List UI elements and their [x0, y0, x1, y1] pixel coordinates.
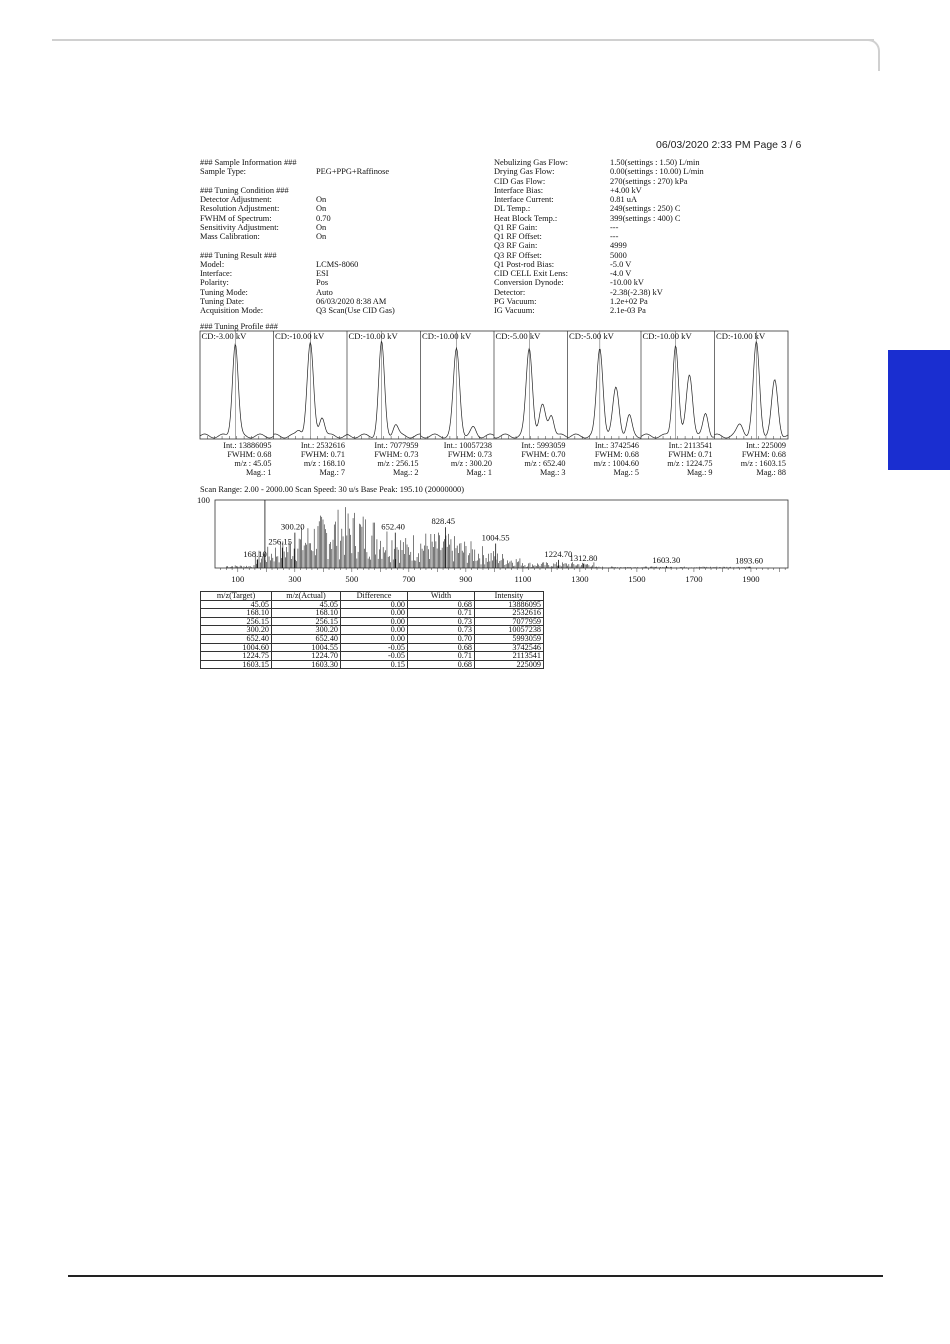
instrument-info-label: IG Vacuum: — [494, 306, 535, 315]
profile-panel-6 — [568, 331, 642, 439]
table-cell: 1004.55 — [272, 643, 341, 652]
profile-panel-3 — [347, 331, 421, 439]
instrument-info-label: Q3 RF Gain: — [494, 241, 538, 251]
table-cell: 5993059 — [475, 634, 544, 643]
profile-mz: m/z : 300.20 — [450, 458, 492, 468]
table-cell: 3742546 — [475, 643, 544, 652]
profile-trace — [494, 349, 568, 438]
tuning-profile-heading: ### Tuning Profile ### — [200, 322, 278, 331]
table-cell: 168.10 — [272, 609, 341, 618]
profile-mz: m/z : 1224.75 — [667, 458, 713, 468]
peak-label: 828.45 — [431, 516, 456, 527]
instrument-info-value: 4999 — [610, 241, 627, 251]
peak-label: 652.40 — [381, 521, 405, 532]
x-tick-label: 1900 — [742, 574, 760, 584]
peak-label: 1004.55 — [481, 532, 510, 543]
instrument-info-value: -2.38(-2.38) kV — [610, 287, 663, 297]
profile-mag: Mag.: 7 — [319, 467, 345, 477]
instrument-info-label: Heat Block Temp.: — [494, 213, 558, 223]
sample-info-label: Mass Calibration: — [200, 232, 260, 241]
sample-info-value: Q3 Scan(Use CID Gas) — [316, 306, 395, 315]
table-cell: 10057238 — [475, 626, 544, 635]
instrument-info-value: 0.81 uA — [610, 195, 637, 204]
instrument-info-block — [494, 158, 784, 318]
mass-spectrum-chart — [196, 494, 796, 586]
profile-fwhm: FWHM: 0.71 — [300, 449, 345, 459]
instrument-info-label: Q1 RF Gain: — [494, 222, 538, 232]
table-cell: 0.68 — [408, 600, 475, 609]
profile-mag: Mag.: 9 — [687, 467, 713, 477]
sample-info-label: Tuning Mode: — [200, 287, 248, 297]
instrument-info-label: Q3 RF Offset: — [494, 250, 542, 260]
profile-mz: m/z : 168.10 — [303, 458, 345, 468]
profile-trace — [347, 342, 421, 438]
page-bottom-rule — [68, 1275, 883, 1277]
table-cell: 2113541 — [475, 652, 544, 661]
table-header-cell: m/z(Actual) — [272, 592, 341, 601]
instrument-info-label: DL Temp.: — [494, 204, 531, 214]
instrument-info-label: Interface Bias: — [494, 185, 544, 195]
x-tick-label: 700 — [402, 574, 416, 584]
profile-int: Int.: 10057238 — [443, 441, 492, 450]
table-cell: 2532616 — [475, 609, 544, 618]
table-cell: 0.73 — [408, 617, 475, 626]
table-cell: 168.10 — [201, 609, 272, 618]
instrument-info-value: 2.1e-03 Pa — [610, 306, 646, 315]
y-tick-label: 100 — [197, 495, 210, 505]
profile-cd-label: CD:-5.00 kV — [569, 331, 614, 341]
profile-fwhm: FWHM: 0.68 — [594, 449, 639, 459]
peak-label: 256.15 — [268, 536, 292, 547]
profile-panel-1 — [200, 331, 274, 439]
table-cell: 652.40 — [201, 634, 272, 643]
profile-mag: Mag.: 3 — [540, 467, 566, 477]
profile-stats-6 — [568, 442, 640, 478]
table-header-cell: Width — [408, 592, 475, 601]
sample-info-label: Acquisition Mode: — [200, 306, 264, 315]
table-cell: 256.15 — [272, 617, 341, 626]
profile-panel-8 — [715, 331, 789, 439]
table-cell: 0.00 — [341, 617, 408, 626]
profile-mz: m/z : 256.15 — [377, 458, 419, 468]
table-header-cell: m/z(Target) — [201, 592, 272, 601]
peak-label: 1893.60 — [735, 555, 764, 566]
table-cell: 652.40 — [272, 634, 341, 643]
profile-cd-label: CD:-10.00 kV — [642, 331, 692, 341]
table-cell: 0.71 — [408, 609, 475, 618]
table-cell: 1224.70 — [272, 652, 341, 661]
instrument-info-label: Q1 Post-rod Bias: — [494, 259, 555, 269]
calibration-table — [200, 591, 544, 669]
table-cell: 225009 — [475, 660, 544, 669]
profile-int: Int.: 225009 — [745, 441, 786, 450]
table-cell: 0.00 — [341, 600, 408, 609]
profile-stats-7 — [641, 442, 713, 478]
page-date-and-number: 06/03/2020 2:33 PM Page 3 / 6 — [656, 139, 802, 151]
x-tick-label: 300 — [288, 574, 302, 584]
profile-trace — [200, 344, 274, 438]
profile-cd-label: CD:-10.00 kV — [275, 331, 325, 341]
profile-fwhm: FWHM: 0.73 — [447, 449, 492, 459]
profile-trace — [421, 348, 495, 438]
sample-info-value: On — [316, 232, 327, 241]
profile-fwhm: FWHM: 0.70 — [521, 449, 566, 459]
profile-panel-2 — [274, 331, 348, 439]
instrument-info-value: 5000 — [610, 250, 627, 260]
profile-panel-5 — [494, 331, 568, 439]
x-tick-label: 500 — [345, 574, 359, 584]
sample-info-value: LCMS-8060 — [316, 259, 359, 269]
x-tick-label: 1700 — [685, 574, 703, 584]
profile-trace — [641, 346, 715, 438]
profile-fwhm: FWHM: 0.71 — [668, 449, 713, 459]
sample-info-value: 0.70 — [316, 213, 331, 223]
instrument-info-value: +4.00 kV — [610, 185, 642, 195]
peak-label: 1224.70 — [544, 548, 573, 559]
instrument-info-value: 249(settings : 250) C — [610, 204, 681, 214]
page-top-corner — [860, 39, 880, 71]
table-cell: 300.20 — [272, 626, 341, 635]
table-header-row — [201, 592, 544, 601]
profile-mag: Mag.: 1 — [466, 467, 492, 477]
page-top-border — [52, 39, 874, 41]
profile-int: Int.: 5993059 — [521, 441, 566, 450]
profile-int: Int.: 13886095 — [223, 441, 272, 450]
profile-stats-5 — [494, 442, 566, 478]
profile-fwhm: FWHM: 0.73 — [374, 449, 419, 459]
instrument-info-value: 1.2e+02 Pa — [610, 296, 648, 306]
profile-mag: Mag.: 5 — [613, 467, 639, 477]
table-cell: -0.05 — [341, 652, 408, 661]
profile-mz: m/z : 45.05 — [234, 458, 272, 468]
profile-fwhm: FWHM: 0.68 — [227, 449, 272, 459]
sample-info-value: 06/03/2020 8:38 AM — [316, 296, 387, 306]
table-cell: 1004.60 — [201, 643, 272, 652]
peak-label: 168.10 — [243, 548, 267, 559]
instrument-info-value: 1.50(settings : 1.50) L/min — [610, 158, 700, 167]
table-cell: 1224.75 — [201, 652, 272, 661]
profile-int: Int.: 7077959 — [374, 441, 419, 450]
instrument-info-value: -5.0 V — [610, 259, 632, 269]
table-row — [201, 634, 544, 643]
table-cell: 0.73 — [408, 626, 475, 635]
sample-info-label: ### Tuning Condition ### — [200, 185, 289, 195]
table-cell: 256.15 — [201, 617, 272, 626]
instrument-info-label: CID CELL Exit Lens: — [494, 269, 568, 278]
profile-panel-7 — [641, 331, 715, 439]
table-cell: 0.00 — [341, 609, 408, 618]
x-tick-label: 1500 — [628, 574, 646, 584]
x-tick-label: 900 — [459, 574, 473, 584]
table-cell: 0.68 — [408, 660, 475, 669]
table-cell: 45.05 — [201, 600, 272, 609]
sample-info-value: On — [316, 222, 327, 232]
table-row — [201, 609, 544, 618]
profile-trace — [568, 349, 642, 438]
profile-cd-label: CD:-5.00 kV — [495, 331, 541, 341]
sample-info-label: Detector Adjustment: — [200, 195, 272, 204]
table-cell: 0.70 — [408, 634, 475, 643]
instrument-info-label: Conversion Dynode: — [494, 278, 564, 288]
sample-info-label: Model: — [200, 259, 225, 269]
instrument-info-label: CID Gas Flow: — [494, 176, 546, 186]
instrument-info-label: Detector: — [494, 287, 526, 297]
instrument-info-value: 399(settings : 400) C — [610, 213, 681, 223]
table-cell: 1603.15 — [201, 660, 272, 669]
sample-info-block — [200, 158, 480, 318]
profile-mz: m/z : 1004.60 — [593, 458, 639, 468]
sample-info-label: Interface: — [200, 269, 233, 278]
profile-int: Int.: 2113541 — [668, 441, 713, 450]
profile-mz: m/z : 652.40 — [524, 458, 566, 468]
profile-stats-3 — [347, 442, 419, 478]
profile-mag: Mag.: 2 — [393, 467, 419, 477]
instrument-info-value: -4.0 V — [610, 269, 632, 278]
profile-mz: m/z : 1603.15 — [740, 458, 786, 468]
profile-stats-1 — [200, 442, 272, 478]
x-tick-label: 1100 — [514, 574, 532, 584]
profile-int: Int.: 2532616 — [300, 441, 345, 450]
table-row — [201, 660, 544, 669]
table-cell: 45.05 — [272, 600, 341, 609]
table-cell: -0.05 — [341, 643, 408, 652]
instrument-info-value: --- — [610, 232, 619, 241]
sample-info-value: Auto — [316, 287, 333, 297]
sample-info-value: Pos — [316, 278, 329, 288]
table-cell: 13886095 — [475, 600, 544, 609]
profile-cd-label: CD:-10.00 kV — [716, 331, 766, 341]
profile-stats-4 — [421, 442, 493, 478]
tuning-profile-chart — [199, 330, 791, 440]
sample-info-label: ### Sample Information ### — [200, 158, 297, 167]
sample-info-label: Sensitivity Adjustment: — [200, 222, 279, 232]
instrument-info-value: 0.00(settings : 10.00) L/min — [610, 167, 704, 177]
instrument-info-label: Q1 RF Offset: — [494, 232, 542, 241]
scan-info: Scan Range: 2.00 - 2000.00 Scan Speed: 30 u/s Base Peak: 195.10 (20000000) — [200, 485, 465, 494]
sample-info-value: On — [316, 204, 327, 214]
sample-info-label: FWHM of Spectrum: — [200, 213, 272, 223]
table-cell: 0.71 — [408, 652, 475, 661]
section-tab-marker — [888, 350, 950, 470]
instrument-info-value: -10.00 kV — [610, 278, 644, 288]
x-tick-label: 1300 — [571, 574, 589, 584]
profile-cd-label: CD:-10.00 kV — [422, 331, 472, 341]
profile-cd-label: CD:-3.00 kV — [201, 331, 247, 341]
table-cell: 0.15 — [341, 660, 408, 669]
peak-label: 1603.30 — [652, 554, 681, 565]
table-cell: 0.00 — [341, 634, 408, 643]
x-tick-label: 100 — [231, 574, 245, 584]
peak-label: 300.20 — [280, 521, 305, 532]
profile-trace — [715, 342, 789, 438]
sample-info-label: Resolution Adjustment: — [200, 204, 280, 214]
sample-info-value: On — [316, 195, 327, 204]
table-cell: 300.20 — [201, 626, 272, 635]
sample-info-value: ESI — [316, 269, 329, 278]
instrument-info-label: Nebulizing Gas Flow: — [494, 158, 568, 167]
table-cell: 7077959 — [475, 617, 544, 626]
table-cell: 0.00 — [341, 626, 408, 635]
instrument-info-label: Interface Current: — [494, 195, 554, 204]
instrument-info-value: --- — [610, 222, 619, 232]
table-cell: 1603.30 — [272, 660, 341, 669]
profile-mag: Mag.: 88 — [756, 467, 786, 477]
profile-stats-2 — [274, 442, 346, 478]
profile-int: Int.: 3742546 — [594, 441, 639, 450]
profile-panel-4 — [421, 331, 495, 439]
peak-label: 1312.80 — [569, 552, 598, 563]
table-header-cell: Intensity — [475, 592, 544, 601]
instrument-info-label: PG Vacuum: — [494, 296, 537, 306]
profile-mag: Mag.: 1 — [246, 467, 272, 477]
sample-info-label: Polarity: — [200, 278, 229, 288]
sample-info-label: Sample Type: — [200, 167, 247, 177]
sample-info-value: PEG+PPG+Raffinose — [316, 167, 390, 177]
profile-cd-label: CD:-10.00 kV — [348, 331, 398, 341]
instrument-info-value: 270(settings : 270) kPa — [610, 176, 688, 186]
profile-fwhm: FWHM: 0.68 — [741, 449, 786, 459]
instrument-info-label: Drying Gas Flow: — [494, 167, 555, 177]
table-row — [201, 652, 544, 661]
sample-info-label: Tuning Date: — [200, 296, 245, 306]
table-header-cell: Difference — [341, 592, 408, 601]
table-cell: 0.68 — [408, 643, 475, 652]
profile-stats-8 — [715, 442, 787, 478]
sample-info-label: ### Tuning Result ### — [200, 250, 277, 260]
